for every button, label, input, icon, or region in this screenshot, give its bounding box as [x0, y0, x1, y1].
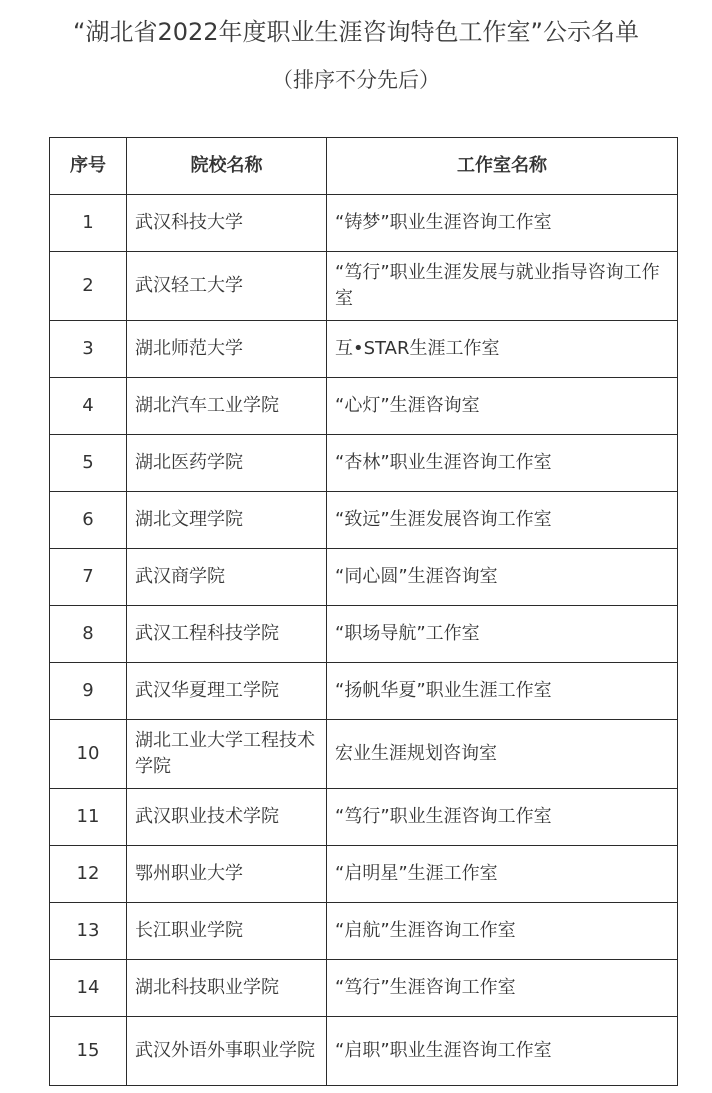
table-row — [50, 492, 678, 549]
school-name: 长江职业学院 — [127, 903, 327, 960]
studio-name: 宏业生涯规划咨询室 — [327, 720, 678, 789]
school-name: 鄂州职业大学 — [127, 846, 327, 903]
row-number: 6 — [50, 492, 127, 549]
table-row — [50, 720, 678, 789]
school-name: 武汉轻工大学 — [127, 252, 327, 321]
table-row — [50, 435, 678, 492]
studio-name: 互•STAR生涯工作室 — [327, 321, 678, 378]
studio-name: “启航”生涯咨询工作室 — [327, 903, 678, 960]
table-header-row — [50, 138, 678, 195]
page-title: “湖北省2022年度职业生涯咨询特色工作室”公示名单 — [73, 18, 639, 46]
school-name: 武汉外语外事职业学院 — [127, 1017, 327, 1086]
studio-name: “启职”职业生涯咨询工作室 — [327, 1017, 678, 1086]
list-table — [49, 137, 678, 1086]
school-name: 武汉工程科技学院 — [127, 606, 327, 663]
school-name: 武汉商学院 — [127, 549, 327, 606]
table-row — [50, 663, 678, 720]
column-header-number: 序号 — [50, 138, 127, 195]
studio-name: “笃行”职业生涯发展与就业指导咨询工作室 — [327, 252, 678, 321]
row-number: 7 — [50, 549, 127, 606]
table-row — [50, 846, 678, 903]
row-number: 5 — [50, 435, 127, 492]
school-name: 湖北工业大学工程技术学院 — [127, 720, 327, 789]
column-header-studio: 工作室名称 — [327, 138, 678, 195]
school-name: 湖北医药学院 — [127, 435, 327, 492]
table-row — [50, 321, 678, 378]
row-number: 1 — [50, 195, 127, 252]
row-number: 4 — [50, 378, 127, 435]
row-number: 8 — [50, 606, 127, 663]
studio-name: “扬帆华夏”职业生涯工作室 — [327, 663, 678, 720]
row-number: 11 — [50, 789, 127, 846]
table-row — [50, 903, 678, 960]
studio-name: “铸梦”职业生涯咨询工作室 — [327, 195, 678, 252]
row-number: 12 — [50, 846, 127, 903]
studio-name: “职场导航”工作室 — [327, 606, 678, 663]
table-row — [50, 252, 678, 321]
studio-name: “心灯”生涯咨询室 — [327, 378, 678, 435]
studio-name: “同心圆”生涯咨询室 — [327, 549, 678, 606]
table-row — [50, 378, 678, 435]
studio-name: “启明星”生涯工作室 — [327, 846, 678, 903]
table-row — [50, 606, 678, 663]
table-row — [50, 789, 678, 846]
school-name: 武汉职业技术学院 — [127, 789, 327, 846]
school-name: 武汉华夏理工学院 — [127, 663, 327, 720]
table-row — [50, 195, 678, 252]
row-number: 14 — [50, 960, 127, 1017]
row-number: 3 — [50, 321, 127, 378]
row-number: 15 — [50, 1017, 127, 1086]
table-row — [50, 549, 678, 606]
studio-name: “笃行”职业生涯咨询工作室 — [327, 789, 678, 846]
row-number: 9 — [50, 663, 127, 720]
school-name: 武汉科技大学 — [127, 195, 327, 252]
table-row — [50, 1017, 678, 1086]
school-name: 湖北文理学院 — [127, 492, 327, 549]
school-name: 湖北汽车工业学院 — [127, 378, 327, 435]
column-header-school: 院校名称 — [127, 138, 327, 195]
school-name: 湖北科技职业学院 — [127, 960, 327, 1017]
studio-name: “笃行”生涯咨询工作室 — [327, 960, 678, 1017]
row-number: 2 — [50, 252, 127, 321]
studio-name: “杏林”职业生涯咨询工作室 — [327, 435, 678, 492]
school-name: 湖北师范大学 — [127, 321, 327, 378]
row-number: 10 — [50, 720, 127, 789]
page-subtitle: （排序不分先后） — [272, 68, 440, 92]
row-number: 13 — [50, 903, 127, 960]
table-row — [50, 960, 678, 1017]
studio-name: “致远”生涯发展咨询工作室 — [327, 492, 678, 549]
